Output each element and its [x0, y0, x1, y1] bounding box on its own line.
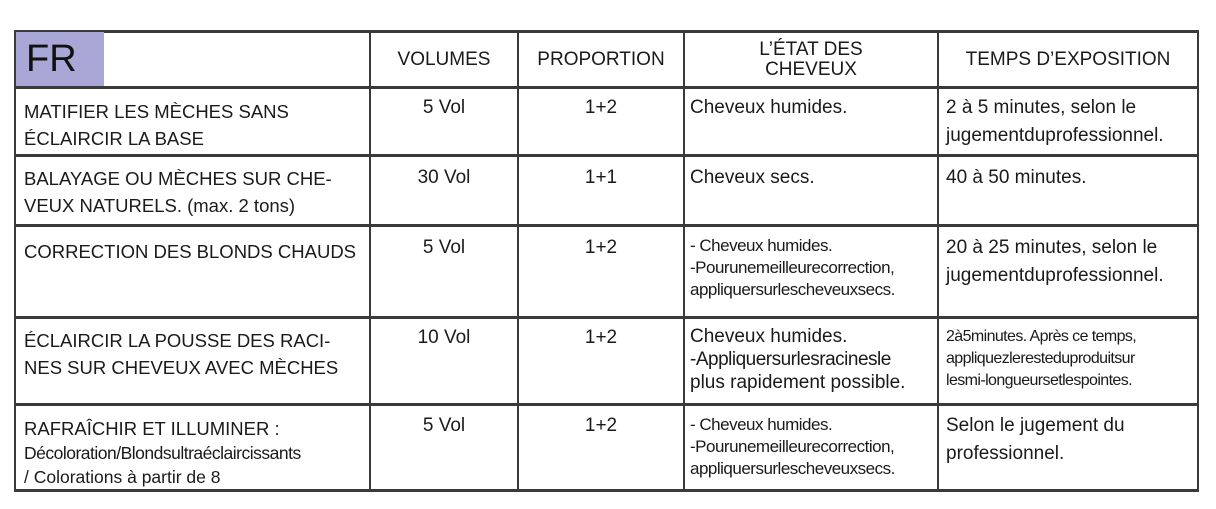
- row-5-volumes: 5 Vol: [422, 415, 466, 436]
- row-5-temps: [946, 412, 1196, 468]
- text-line: appliquersurlescheveuxsecs.: [690, 459, 895, 478]
- header-volumes: VOLUMES: [397, 48, 491, 70]
- row-4-technique: [24, 327, 369, 381]
- row-5-technique: [24, 417, 369, 489]
- text-line: 2à5minutes. Après ce temps,: [946, 328, 1137, 345]
- table-border-right: [1197, 30, 1199, 492]
- row-2-etat: [690, 164, 942, 192]
- text-line: Cheveux humides.: [690, 326, 848, 347]
- text-line: - Cheveux humides.: [690, 415, 833, 434]
- language-badge: FR: [16, 32, 104, 86]
- row-2-volumes: 30 Vol: [417, 167, 471, 188]
- product-table: [14, 30, 1199, 492]
- header-etat-line: L’ÉTAT DES: [759, 38, 863, 60]
- text-line: 40 à 50 minutes.: [946, 167, 1087, 188]
- row-4-proportion: 1+2: [584, 327, 618, 348]
- row-4-temps: [946, 326, 1196, 392]
- table-border-left: [14, 30, 16, 492]
- text-line: Décoloration/Blondsultraéclaircissants: [24, 443, 301, 463]
- row-4-etat: [690, 325, 942, 394]
- text-line: Cheveux humides.: [690, 97, 848, 118]
- text-line: 20 à 25 minutes, selon le: [946, 237, 1158, 258]
- header-proportion: PROPORTION: [537, 48, 665, 70]
- text-line: CORRECTION DES BLONDS CHAUDS: [24, 241, 357, 262]
- row-divider: [14, 403, 1199, 406]
- text-line: Selon le jugement du: [946, 415, 1125, 436]
- row-divider: [14, 224, 1199, 227]
- text-line: jugementduprofessionnel.: [946, 125, 1164, 146]
- row-1-technique: [24, 98, 369, 152]
- text-line: MATIFIER LES MÈCHES SANS: [24, 101, 289, 122]
- text-line: professionnel.: [946, 443, 1065, 464]
- row-2-temps: [946, 164, 1196, 192]
- row-divider: [14, 154, 1199, 157]
- text-line: VEUX NATURELS. (max. 2 tons): [24, 195, 296, 216]
- text-line: ÉCLAIRCIR LA POUSSE DES RACI-: [24, 330, 331, 351]
- text-line: - Cheveux humides.: [690, 236, 833, 255]
- header-temps-exposition: TEMPS D’EXPOSITION: [965, 48, 1171, 70]
- header-etat-cheveux: [685, 33, 937, 86]
- text-line: Cheveux secs.: [690, 167, 815, 188]
- row-3-technique: [24, 238, 369, 265]
- text-line: -Pourunemeilleurecorrection,: [690, 258, 895, 277]
- row-3-temps: [946, 234, 1196, 290]
- row-5-proportion: 1+2: [584, 415, 618, 436]
- text-line: -Pourunemeilleurecorrection,: [690, 437, 895, 456]
- row-1-proportion: 1+2: [584, 97, 618, 118]
- text-line: appliquersurlescheveuxsecs.: [690, 280, 895, 299]
- row-4-volumes: 10 Vol: [417, 327, 471, 348]
- text-line: -Appliquersurlesracinesle: [690, 349, 891, 370]
- row-divider: [14, 316, 1199, 319]
- row-3-volumes: 5 Vol: [422, 237, 466, 258]
- row-2-proportion: 1+1: [584, 167, 618, 188]
- row-2-technique: [24, 165, 369, 219]
- col-divider: [683, 30, 685, 492]
- text-line: BALAYAGE OU MÈCHES SUR CHE-: [24, 168, 332, 189]
- text-line: lesmi-longueursetlespointes.: [946, 372, 1132, 389]
- row-1-volumes: 5 Vol: [422, 97, 466, 118]
- text-line: ÉCLAIRCIR LA BASE: [24, 128, 204, 149]
- text-line: / Colorations à partir de 8: [24, 467, 221, 487]
- row-1-etat: [690, 94, 942, 122]
- row-1-temps: [946, 94, 1196, 150]
- text-line: plus rapidement possible.: [690, 372, 906, 393]
- row-5-etat: [690, 414, 942, 480]
- row-3-proportion: 1+2: [584, 237, 618, 258]
- text-line: RAFRAÎCHIR ET ILLUMINER :: [24, 418, 280, 439]
- table-border-bottom: [14, 489, 1199, 492]
- text-line: appliquezleresteduproduitsur: [946, 350, 1135, 367]
- row-3-etat: [690, 235, 942, 301]
- text-line: 2 à 5 minutes, selon le: [946, 97, 1137, 118]
- header-etat-line: CHEVEUX: [765, 58, 857, 80]
- text-line: jugementduprofessionnel.: [946, 265, 1164, 286]
- header-divider: [14, 86, 1199, 89]
- text-line: NES SUR CHEVEUX AVEC MÈCHES: [24, 357, 339, 378]
